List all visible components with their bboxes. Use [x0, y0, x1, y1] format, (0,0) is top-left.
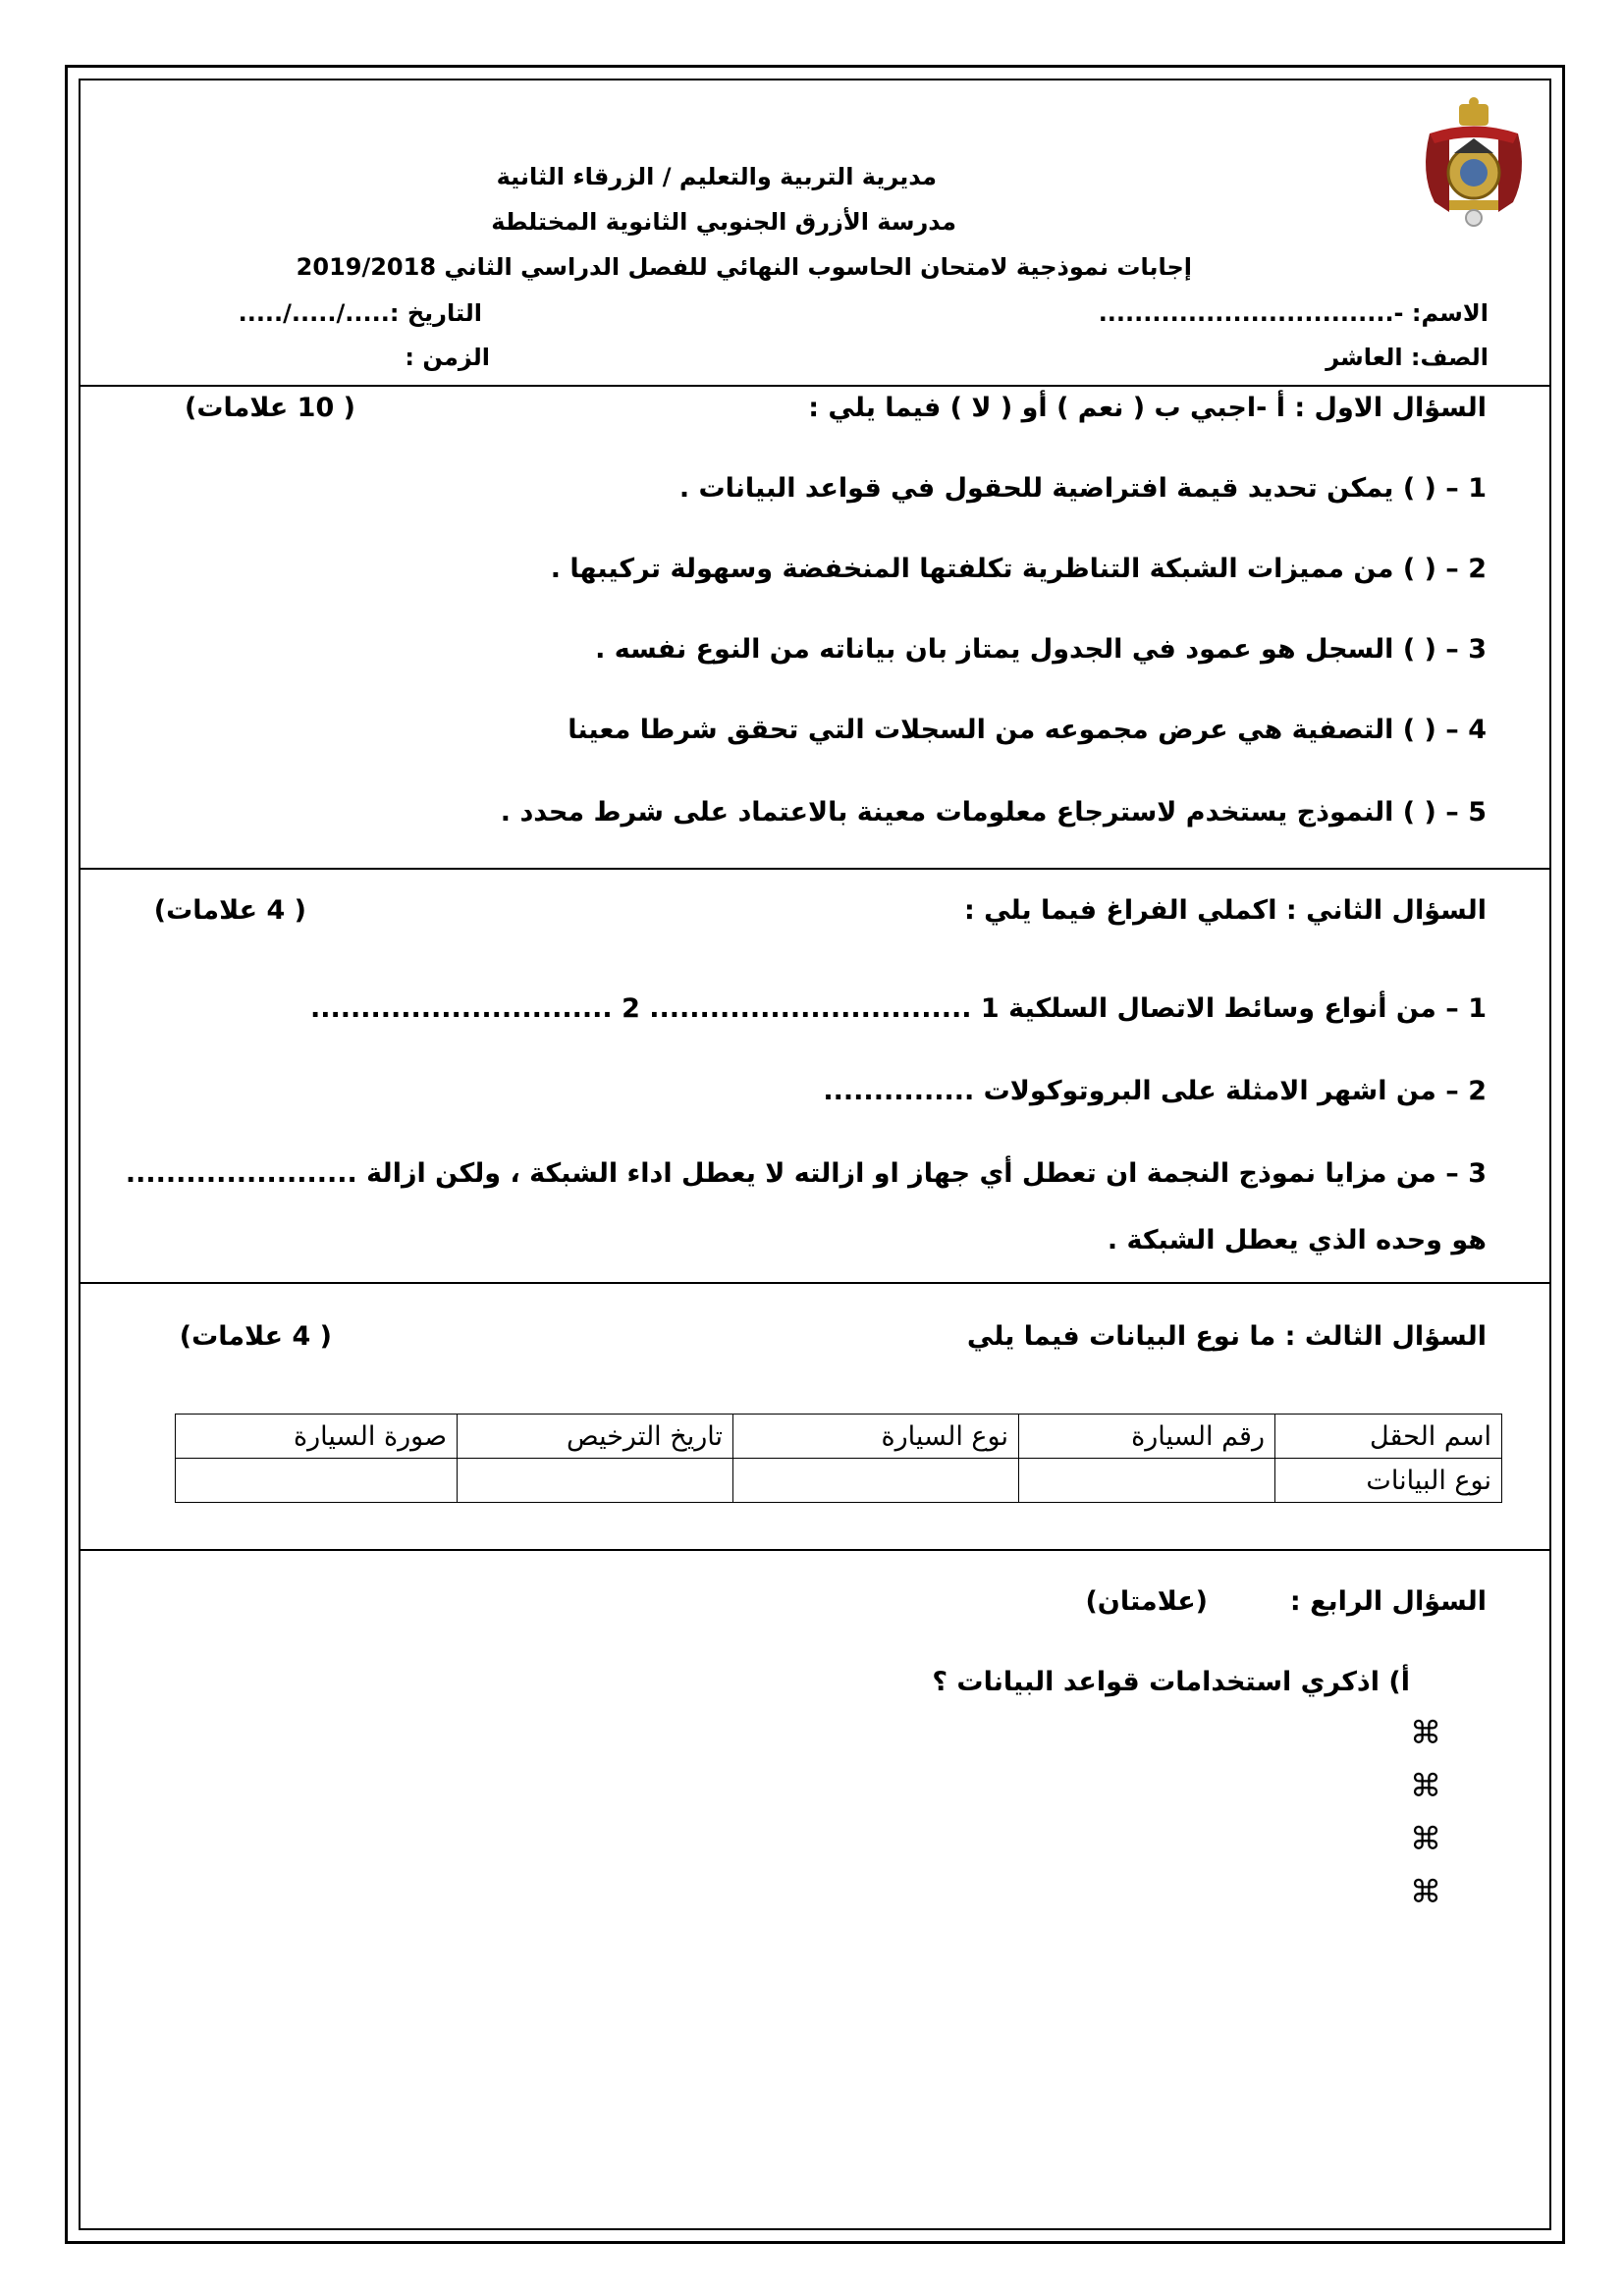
q1-item-3: 3 – ( ) السجل هو عمود في الجدول يمتاز بان بياناته من النوع نفسه . — [595, 634, 1487, 665]
table-cell: نوع السيارة — [733, 1415, 1019, 1459]
name-field[interactable]: الاسم: -................................. — [1098, 299, 1489, 327]
q1-item-4: 4 – ( ) التصفية هي عرض مجموعه من السجلات التي تحقق شرطا معينا — [568, 715, 1487, 745]
answer-cell[interactable] — [1019, 1459, 1275, 1503]
bullet-icon: ⌘ — [1410, 1820, 1441, 1857]
bullet-icon: ⌘ — [1410, 1873, 1441, 1910]
q4-title: السؤال الرابع : — [1289, 1586, 1487, 1617]
q2-item-3-continued: هو وحده الذي يعطل الشبكة . — [1107, 1225, 1487, 1255]
q2-item-2: 2 – من اشهر الامثلة على البروتوكولات ............... — [823, 1076, 1487, 1106]
table-cell: نوع البيانات — [1275, 1459, 1502, 1503]
class-label: الصف: العاشر — [1326, 344, 1489, 371]
exam-title: إجابات نموذجية لامتحان الحاسوب النهائي للفصل الدراسي الثاني 2019/2018 — [296, 253, 1192, 281]
divider — [81, 1549, 1551, 1551]
bullet-icon: ⌘ — [1410, 1767, 1441, 1804]
q2-item-3: 3 – من مزايا نموذج النجمة ان تعطل أي جهاز او ازالته لا يعطل اداء الشبكة ، ولكن ازالة ....................... — [125, 1158, 1487, 1189]
divider — [81, 1282, 1551, 1284]
table-cell: اسم الحقل — [1275, 1415, 1502, 1459]
divider — [81, 385, 1551, 387]
q3-title: السؤال الثالث : ما نوع البيانات فيما يلي — [966, 1321, 1487, 1352]
q1-item-5: 5 – ( ) النموذج يستخدم لاسترجاع معلومات معينة بالاعتماد على شرط محدد . — [500, 797, 1487, 828]
q1-item-2: 2 – ( ) من مميزات الشبكة التناظرية تكلفتها المنخفضة وسهولة تركيبها . — [550, 554, 1487, 584]
answer-cell[interactable] — [176, 1459, 458, 1503]
directorate-title: مديرية التربية والتعليم / الزرقاء الثانية — [496, 163, 937, 190]
q2-marks: ( 4 علامات) — [153, 895, 306, 926]
jordan-emblem-icon — [1410, 94, 1538, 232]
data-types-table — [175, 1414, 1502, 1503]
answer-cell[interactable] — [733, 1459, 1019, 1503]
date-field[interactable]: التاريخ :...../...../..... — [238, 299, 482, 327]
divider — [81, 868, 1551, 870]
q1-item-1: 1 – ( ) يمكن تحديد قيمة افتراضية للحقول في قواعد البيانات . — [678, 473, 1487, 504]
q3-marks: ( 4 علامات) — [179, 1321, 332, 1352]
q1-marks: ( 10 علامات) — [185, 393, 355, 423]
answer-cell[interactable] — [458, 1459, 733, 1503]
table-cell: رقم السيارة — [1019, 1415, 1275, 1459]
q1-title: السؤال الاول : أ -اجبي ب ( نعم ) أو ( لا ) فيما يلي : — [808, 393, 1487, 423]
school-name: مدرسة الأزرق الجنوبي الثانوية المختلطة — [491, 208, 956, 236]
q2-item-1: 1 – من أنواع وسائط الاتصال السلكية 1 ................................ 2 .............................. — [309, 993, 1487, 1024]
q2-title: السؤال الثاني : اكملي الفراغ فيما يلي : — [963, 895, 1487, 926]
bullet-icon: ⌘ — [1410, 1714, 1441, 1751]
table-row — [176, 1459, 1502, 1503]
table-row — [176, 1415, 1502, 1459]
time-field[interactable]: الزمن : — [405, 344, 490, 371]
q4-marks: (علامتان) — [1085, 1586, 1208, 1617]
q4-part-a: أ) اذكري استخدامات قواعد البيانات ؟ — [932, 1667, 1410, 1697]
table-cell: صورة السيارة — [176, 1415, 458, 1459]
table-cell: تاريخ الترخيص — [458, 1415, 733, 1459]
